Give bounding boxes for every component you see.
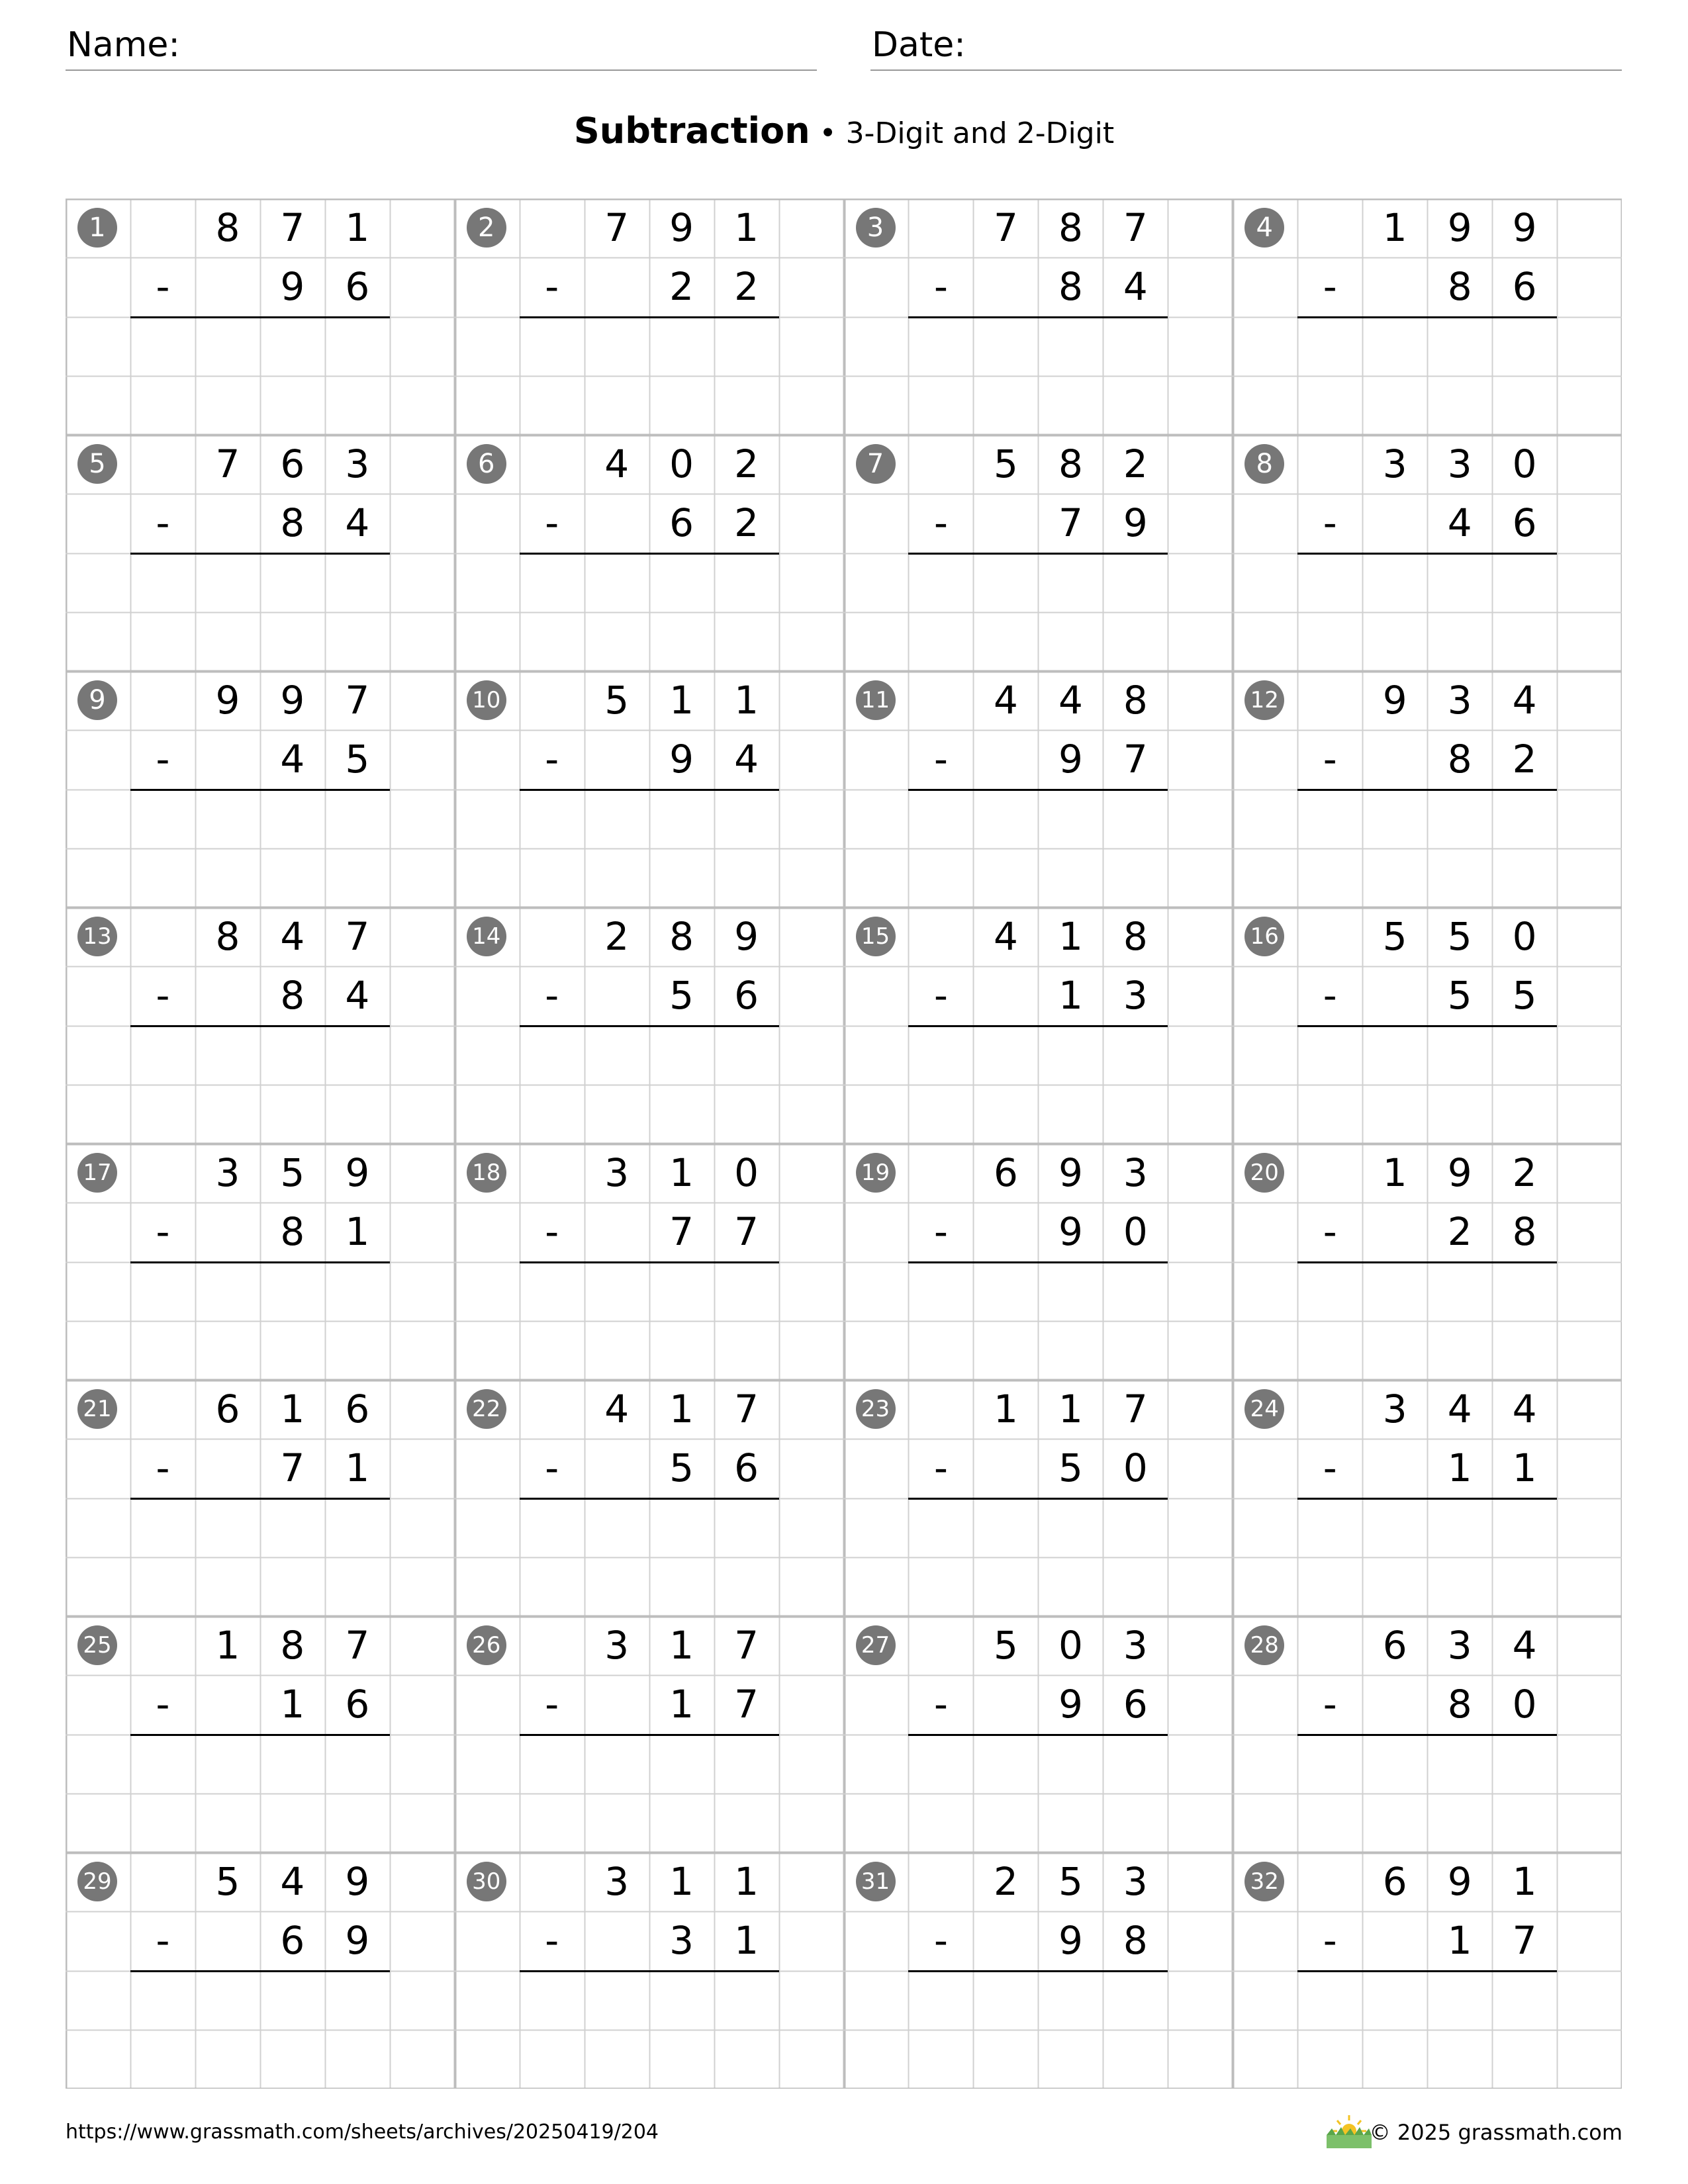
- minuend-digit: 4: [280, 914, 305, 959]
- minuend-digit: 9: [1447, 1150, 1472, 1195]
- answer-rule: [1297, 1025, 1557, 1027]
- minuend-digit: 9: [215, 678, 240, 723]
- minuend-digit: 3: [215, 1150, 240, 1195]
- minuend-digit: 1: [1382, 1150, 1407, 1195]
- minuend-digit: 7: [280, 205, 305, 250]
- subtrahend-digit: 0: [1123, 1445, 1148, 1491]
- subtrahend-digit: 0: [1123, 1209, 1148, 1255]
- answer-rule: [520, 1970, 779, 1972]
- subtrahend-digit: 9: [1058, 737, 1083, 782]
- minuend-digit: 1: [669, 678, 694, 723]
- minuend-digit: 9: [1058, 1150, 1083, 1195]
- minuend-digit: 1: [669, 1150, 694, 1195]
- subtrahend-digit: 1: [345, 1445, 370, 1491]
- answer-rule: [130, 1734, 390, 1736]
- problem-number-badge: 28: [1244, 1625, 1284, 1665]
- minuend-digit: 4: [993, 678, 1018, 723]
- answer-rule: [520, 1498, 779, 1500]
- minuend-digit: 1: [669, 1623, 694, 1668]
- problem-number-badge: 25: [77, 1625, 117, 1665]
- subtrahend-digit: 5: [1512, 973, 1537, 1019]
- subtrahend-digit: 7: [1512, 1918, 1537, 1964]
- subtrahend-digit: 5: [345, 737, 370, 782]
- minuend-digit: 1: [280, 1387, 305, 1432]
- answer-rule: [1297, 1261, 1557, 1263]
- minus-sign: -: [156, 1682, 170, 1727]
- minus-sign: -: [934, 1209, 948, 1255]
- footer-copyright: © 2025 grassmath.com: [1369, 2120, 1622, 2145]
- subtrahend-digit: 3: [1123, 973, 1148, 1019]
- minuend-digit: 4: [1512, 1623, 1537, 1668]
- minuend-digit: 9: [1512, 205, 1537, 250]
- minuend-digit: 4: [993, 914, 1018, 959]
- minus-sign: -: [1323, 1918, 1337, 1964]
- minuend-digit: 1: [1058, 1387, 1083, 1432]
- minuend-digit: 5: [1447, 914, 1472, 959]
- minuend-digit: 8: [1123, 678, 1148, 723]
- subtrahend-digit: 1: [734, 1918, 759, 1964]
- minuend-digit: 7: [1123, 205, 1148, 250]
- answer-rule: [1297, 1498, 1557, 1500]
- minuend-digit: 1: [993, 1387, 1018, 1432]
- grass-sun-logo-icon: [1324, 2113, 1374, 2150]
- minuend-digit: 9: [345, 1150, 370, 1195]
- minuend-digit: 9: [734, 914, 759, 959]
- minuend-digit: 9: [345, 1859, 370, 1904]
- minuend-digit: 5: [993, 1623, 1018, 1668]
- minuend-digit: 2: [1512, 1150, 1537, 1195]
- answer-rule: [1297, 789, 1557, 791]
- problem-number-badge: 20: [1244, 1153, 1284, 1193]
- subtrahend-digit: 8: [280, 1209, 305, 1255]
- subtrahend-digit: 9: [345, 1918, 370, 1964]
- subtrahend-digit: 1: [1512, 1445, 1537, 1491]
- answer-rule: [520, 1261, 779, 1263]
- minuend-digit: 3: [1382, 1387, 1407, 1432]
- subtrahend-digit: 9: [1058, 1918, 1083, 1964]
- subtrahend-digit: 6: [1512, 264, 1537, 310]
- minuend-digit: 4: [1512, 1387, 1537, 1432]
- subtrahend-digit: 9: [1058, 1682, 1083, 1727]
- subtrahend-digit: 4: [280, 737, 305, 782]
- subtrahend-digit: 4: [1447, 500, 1472, 546]
- problem-number-badge: 15: [856, 917, 896, 956]
- name-label: Name:: [67, 25, 180, 65]
- subtrahend-digit: 2: [669, 264, 694, 310]
- problem-number-badge: 1: [77, 208, 117, 248]
- minuend-digit: 4: [1447, 1387, 1472, 1432]
- minuend-digit: 9: [280, 678, 305, 723]
- minuend-digit: 7: [993, 205, 1018, 250]
- problem-number-badge: 6: [467, 444, 506, 484]
- subtrahend-digit: 1: [1447, 1445, 1472, 1491]
- minuend-digit: 1: [734, 1859, 759, 1904]
- minuend-digit: 5: [1058, 1859, 1083, 1904]
- subtrahend-digit: 7: [280, 1445, 305, 1491]
- subtrahend-digit: 4: [345, 500, 370, 546]
- minuend-digit: 5: [1382, 914, 1407, 959]
- minuend-digit: 1: [1382, 205, 1407, 250]
- answer-rule: [908, 316, 1168, 318]
- date-field[interactable]: [870, 20, 1622, 71]
- subtrahend-digit: 1: [1058, 973, 1083, 1019]
- problem-number-badge: 12: [1244, 680, 1284, 720]
- subtrahend-digit: 5: [669, 1445, 694, 1491]
- answer-rule: [130, 1025, 390, 1027]
- problem-number-badge: 22: [467, 1389, 506, 1429]
- answer-rule: [130, 553, 390, 555]
- minuend-digit: 7: [734, 1623, 759, 1668]
- subtrahend-digit: 7: [734, 1682, 759, 1727]
- minuend-digit: 1: [1058, 914, 1083, 959]
- subtrahend-digit: 4: [734, 737, 759, 782]
- subtrahend-digit: 7: [734, 1209, 759, 1255]
- minuend-digit: 7: [345, 1623, 370, 1668]
- subtrahend-digit: 8: [1447, 264, 1472, 310]
- minuend-digit: 4: [1512, 678, 1537, 723]
- subtrahend-digit: 6: [345, 1682, 370, 1727]
- name-field[interactable]: [66, 20, 817, 71]
- minuend-digit: 1: [1512, 1859, 1537, 1904]
- minus-sign: -: [545, 1209, 559, 1255]
- problem-number-badge: 4: [1244, 208, 1284, 248]
- minuend-digit: 4: [280, 1859, 305, 1904]
- minus-sign: -: [545, 500, 559, 546]
- minuend-digit: 9: [1447, 1859, 1472, 1904]
- answer-rule: [1297, 553, 1557, 555]
- subtrahend-digit: 5: [1447, 973, 1472, 1019]
- subtrahend-digit: 9: [1058, 1209, 1083, 1255]
- minuend-digit: 5: [280, 1150, 305, 1195]
- answer-rule: [908, 1970, 1168, 1972]
- answer-rule: [908, 1734, 1168, 1736]
- answer-rule: [130, 316, 390, 318]
- problem-number-badge: 8: [1244, 444, 1284, 484]
- minuend-digit: 8: [215, 914, 240, 959]
- minuend-digit: 2: [734, 441, 759, 486]
- subtrahend-digit: 5: [669, 973, 694, 1019]
- title-main: Subtraction: [573, 110, 810, 152]
- subtrahend-digit: 1: [280, 1682, 305, 1727]
- answer-rule: [908, 1025, 1168, 1027]
- problem-number-badge: 19: [856, 1153, 896, 1193]
- minus-sign: -: [934, 264, 948, 310]
- minuend-digit: 7: [215, 441, 240, 486]
- minus-sign: -: [156, 500, 170, 546]
- subtrahend-digit: 4: [1123, 264, 1148, 310]
- minuend-digit: 7: [345, 914, 370, 959]
- subtrahend-digit: 9: [280, 264, 305, 310]
- problem-number-badge: 24: [1244, 1389, 1284, 1429]
- minuend-digit: 0: [1058, 1623, 1083, 1668]
- problem-number-badge: 11: [856, 680, 896, 720]
- answer-rule: [130, 1970, 390, 1972]
- problem-number-badge: 29: [77, 1862, 117, 1901]
- minus-sign: -: [934, 1918, 948, 1964]
- subtrahend-digit: 8: [1123, 1918, 1148, 1964]
- problem-number-badge: 10: [467, 680, 506, 720]
- minuend-digit: 8: [215, 205, 240, 250]
- answer-rule: [520, 1734, 779, 1736]
- minus-sign: -: [1323, 737, 1337, 782]
- problem-number-badge: 3: [856, 208, 896, 248]
- subtrahend-digit: 8: [1512, 1209, 1537, 1255]
- answer-rule: [520, 553, 779, 555]
- minuend-digit: 3: [1382, 441, 1407, 486]
- minuend-digit: 8: [1058, 441, 1083, 486]
- minus-sign: -: [1323, 500, 1337, 546]
- minuend-digit: 7: [1123, 1387, 1148, 1432]
- problem-grid: [66, 199, 1622, 2089]
- problem-number-badge: 14: [467, 917, 506, 956]
- subtrahend-digit: 8: [280, 500, 305, 546]
- minus-sign: -: [934, 973, 948, 1019]
- minus-sign: -: [545, 264, 559, 310]
- minuend-digit: 9: [1382, 678, 1407, 723]
- minus-sign: -: [934, 737, 948, 782]
- subtrahend-digit: 7: [1123, 737, 1148, 782]
- problem-number-badge: 17: [77, 1153, 117, 1193]
- minus-sign: -: [156, 1209, 170, 1255]
- minuend-digit: 3: [1447, 678, 1472, 723]
- minuend-digit: 3: [604, 1859, 630, 1904]
- minus-sign: -: [156, 264, 170, 310]
- subtrahend-digit: 7: [1058, 500, 1083, 546]
- subtrahend-digit: 5: [1058, 1445, 1083, 1491]
- problem-number-badge: 23: [856, 1389, 896, 1429]
- minuend-digit: 2: [1123, 441, 1148, 486]
- subtrahend-digit: 6: [669, 500, 694, 546]
- minuend-digit: 8: [280, 1623, 305, 1668]
- minus-sign: -: [934, 1682, 948, 1727]
- minuend-digit: 1: [734, 678, 759, 723]
- minuend-digit: 7: [604, 205, 630, 250]
- subtrahend-digit: 2: [1512, 737, 1537, 782]
- footer-url: https://www.grassmath.com/sheets/archives/20250419/204: [66, 2120, 659, 2144]
- minuend-digit: 7: [734, 1387, 759, 1432]
- subtrahend-digit: 8: [1058, 264, 1083, 310]
- minuend-digit: 3: [604, 1150, 630, 1195]
- answer-rule: [908, 1498, 1168, 1500]
- minus-sign: -: [1323, 1209, 1337, 1255]
- subtrahend-digit: 2: [1447, 1209, 1472, 1255]
- problem-number-badge: 5: [77, 444, 117, 484]
- minus-sign: -: [1323, 1682, 1337, 1727]
- minuend-digit: 6: [993, 1150, 1018, 1195]
- minus-sign: -: [934, 1445, 948, 1491]
- worksheet-title: [0, 105, 1688, 160]
- problem-number-badge: 9: [77, 680, 117, 720]
- subtrahend-digit: 8: [1447, 1682, 1472, 1727]
- title-subtitle: • 3-Digit and 2-Digit: [810, 116, 1115, 150]
- answer-rule: [520, 316, 779, 318]
- minus-sign: -: [1323, 1445, 1337, 1491]
- minuend-digit: 6: [280, 441, 305, 486]
- minuend-digit: 6: [215, 1387, 240, 1432]
- answer-rule: [520, 789, 779, 791]
- subtrahend-digit: 1: [1447, 1918, 1472, 1964]
- problem-number-badge: 13: [77, 917, 117, 956]
- minuend-digit: 0: [669, 441, 694, 486]
- problem-number-badge: 27: [856, 1625, 896, 1665]
- problem-number-badge: 26: [467, 1625, 506, 1665]
- minuend-digit: 5: [604, 678, 630, 723]
- minus-sign: -: [1323, 264, 1337, 310]
- minuend-digit: 0: [734, 1150, 759, 1195]
- problem-number-badge: 16: [1244, 917, 1284, 956]
- problem-number-badge: 2: [467, 208, 506, 248]
- problem-number-badge: 30: [467, 1862, 506, 1901]
- answer-rule: [130, 1261, 390, 1263]
- subtrahend-digit: 9: [1123, 500, 1148, 546]
- minus-sign: -: [156, 1918, 170, 1964]
- minus-sign: -: [156, 1445, 170, 1491]
- minus-sign: -: [545, 973, 559, 1019]
- minuend-digit: 3: [604, 1623, 630, 1668]
- minuend-digit: 0: [1512, 914, 1537, 959]
- minuend-digit: 7: [345, 678, 370, 723]
- minuend-digit: 1: [734, 205, 759, 250]
- answer-rule: [130, 789, 390, 791]
- problem-number-badge: 32: [1244, 1862, 1284, 1901]
- subtrahend-digit: 7: [669, 1209, 694, 1255]
- answer-rule: [1297, 1970, 1557, 1972]
- subtrahend-digit: 0: [1512, 1682, 1537, 1727]
- minus-sign: -: [545, 737, 559, 782]
- minuend-digit: 2: [604, 914, 630, 959]
- subtrahend-digit: 2: [734, 500, 759, 546]
- minus-sign: -: [156, 973, 170, 1019]
- minuend-digit: 6: [345, 1387, 370, 1432]
- minuend-digit: 5: [215, 1859, 240, 1904]
- minuend-digit: 3: [1447, 1623, 1472, 1668]
- problem-number-badge: 7: [856, 444, 896, 484]
- minuend-digit: 4: [604, 1387, 630, 1432]
- minuend-digit: 5: [993, 441, 1018, 486]
- answer-rule: [908, 789, 1168, 791]
- minuend-digit: 8: [1123, 914, 1148, 959]
- subtrahend-digit: 8: [1447, 737, 1472, 782]
- date-label: Date:: [872, 25, 966, 65]
- minuend-digit: 3: [1123, 1859, 1148, 1904]
- minuend-digit: 4: [604, 441, 630, 486]
- answer-rule: [908, 553, 1168, 555]
- minuend-digit: 8: [1058, 205, 1083, 250]
- minuend-digit: 6: [1382, 1859, 1407, 1904]
- minuend-digit: 1: [669, 1859, 694, 1904]
- subtrahend-digit: 1: [669, 1682, 694, 1727]
- problem-number-badge: 18: [467, 1153, 506, 1193]
- answer-rule: [1297, 1734, 1557, 1736]
- subtrahend-digit: 2: [734, 264, 759, 310]
- answer-rule: [130, 1498, 390, 1500]
- minuend-digit: 6: [1382, 1623, 1407, 1668]
- minuend-digit: 9: [669, 205, 694, 250]
- minuend-digit: 3: [345, 441, 370, 486]
- minuend-digit: 9: [1447, 205, 1472, 250]
- minuend-digit: 1: [215, 1623, 240, 1668]
- subtrahend-digit: 4: [345, 973, 370, 1019]
- subtrahend-digit: 9: [669, 737, 694, 782]
- minuend-digit: 2: [993, 1859, 1018, 1904]
- minuend-digit: 1: [345, 205, 370, 250]
- subtrahend-digit: 6: [280, 1918, 305, 1964]
- subtrahend-digit: 6: [1512, 500, 1537, 546]
- minuend-digit: 3: [1123, 1150, 1148, 1195]
- answer-rule: [908, 1261, 1168, 1263]
- subtrahend-digit: 6: [345, 264, 370, 310]
- subtrahend-digit: 6: [1123, 1682, 1148, 1727]
- minus-sign: -: [934, 500, 948, 546]
- subtrahend-digit: 6: [734, 973, 759, 1019]
- subtrahend-digit: 6: [734, 1445, 759, 1491]
- answer-rule: [1297, 316, 1557, 318]
- minus-sign: -: [156, 737, 170, 782]
- subtrahend-digit: 1: [345, 1209, 370, 1255]
- minus-sign: -: [1323, 973, 1337, 1019]
- minuend-digit: 1: [669, 1387, 694, 1432]
- minuend-digit: 0: [1512, 441, 1537, 486]
- problem-number-badge: 31: [856, 1862, 896, 1901]
- answer-rule: [520, 1025, 779, 1027]
- minus-sign: -: [545, 1918, 559, 1964]
- subtrahend-digit: 3: [669, 1918, 694, 1964]
- minuend-digit: 3: [1447, 441, 1472, 486]
- minus-sign: -: [545, 1682, 559, 1727]
- subtrahend-digit: 8: [280, 973, 305, 1019]
- minuend-digit: 8: [669, 914, 694, 959]
- minus-sign: -: [545, 1445, 559, 1491]
- minuend-digit: 4: [1058, 678, 1083, 723]
- minuend-digit: 3: [1123, 1623, 1148, 1668]
- problem-number-badge: 21: [77, 1389, 117, 1429]
